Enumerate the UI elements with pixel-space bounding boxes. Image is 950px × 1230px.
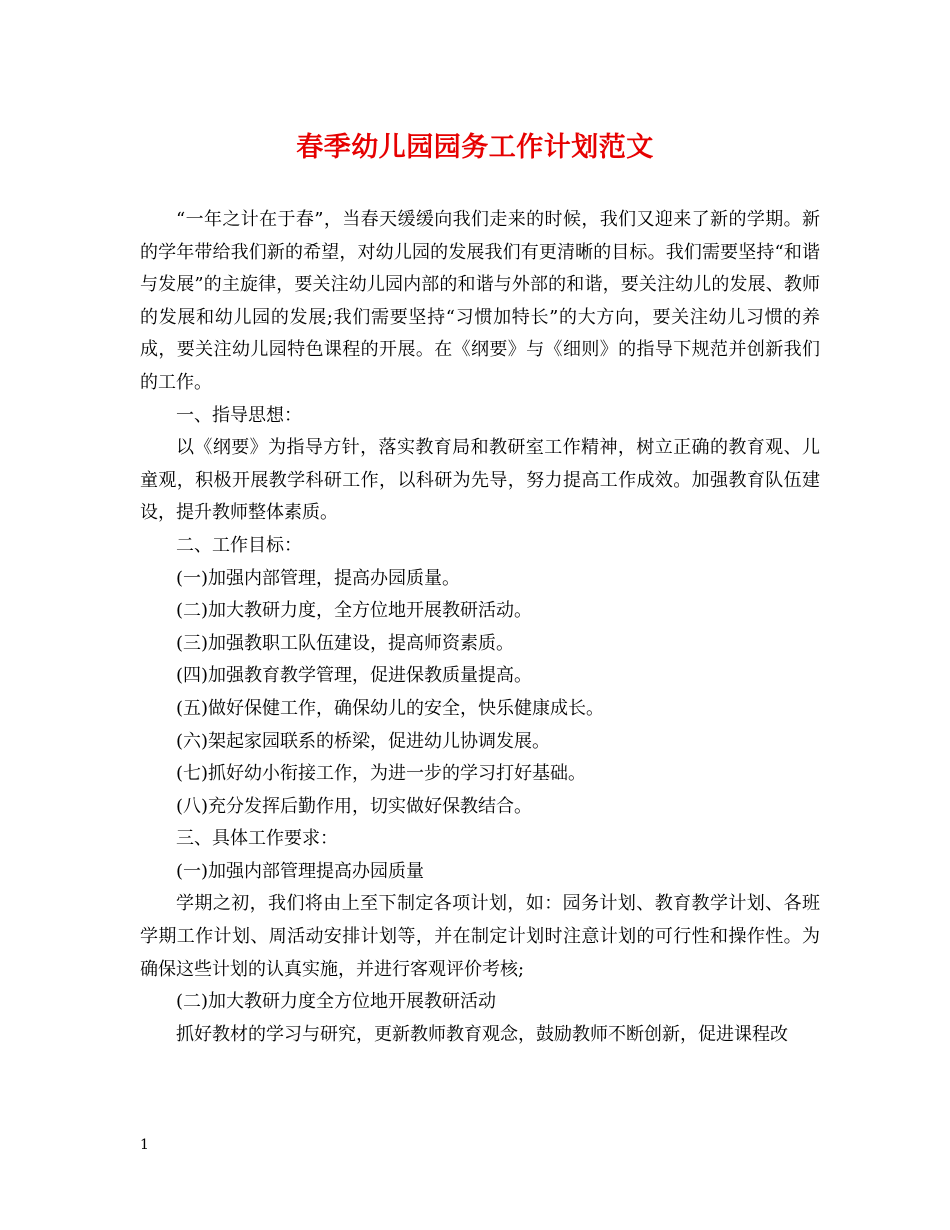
document-body bbox=[140, 204, 820, 1051]
subheading-internal-management: (一)加强内部管理提高办园质量 bbox=[176, 860, 425, 882]
paragraph-internal-management: 学期之初，我们将由上至下制定各项计划，如：园务计划、教育教学计划、各班学期工作计划、周活动安排计划等，并在制定计划时注意计划的可行性和操作性。为确保这些计划的认真实施，并进行客观评价考核; bbox=[140, 893, 820, 980]
goal-item-6: (六)架起家园联系的桥梁，促进幼儿协调发展。 bbox=[176, 730, 551, 752]
heading-guiding-ideology: 一、指导思想： bbox=[176, 404, 302, 426]
goal-item-5: (五)做好保健工作，确保幼儿的安全，快乐健康成长。 bbox=[176, 697, 605, 719]
heading-specific-requirements: 三、具体工作要求： bbox=[176, 828, 338, 850]
heading-work-goals: 二、工作目标： bbox=[176, 534, 302, 556]
goal-item-7: (七)抓好幼小衔接工作，为进一步的学习打好基础。 bbox=[176, 763, 587, 785]
subheading-teaching-research: (二)加大教研力度全方位地开展教研活动 bbox=[176, 991, 497, 1013]
paragraph-guiding-ideology: 以《纲要》为指导方针，落实教育局和教研室工作精神，树立正确的教育观、儿童观，积极开展教学科研工作，以科研为先导，努力提高工作成效。加强教育队伍建设，提升教师整体素质。 bbox=[140, 437, 820, 524]
goal-item-3: (三)加强教职工队伍建设，提高师资素质。 bbox=[176, 632, 515, 654]
goal-item-1: (一)加强内部管理，提高办园质量。 bbox=[176, 567, 461, 589]
page-title: 春季幼儿园园务工作计划范文 bbox=[296, 132, 654, 163]
goal-item-2: (二)加大教研力度，全方位地开展教研活动。 bbox=[176, 600, 533, 622]
goal-item-8: (八)充分发挥后勤作用，切实做好保教结合。 bbox=[176, 795, 533, 817]
goal-item-4: (四)加强教育教学管理，促进保教质量提高。 bbox=[176, 665, 533, 687]
paragraph-intro: “一年之计在于春”，当春天缓缓向我们走来的时候，我们又迎来了新的学期。新的学年带给我们新的希望，对幼儿园的发展我们有更清晰的目标。我们需要坚持“和谐与发展”的主旋律，要关注幼儿园内部的和谐与外部的和谐，要关注幼儿的发展、教师的发展和幼儿园的发展;我们需要坚持“习惯加特长”的大方向，要关注幼儿习惯的养成，要关注幼儿园特色课程的开展。在《纲要》与《细则》的指导下规范并创新我们的工作。 bbox=[140, 209, 820, 393]
page-number: 1 bbox=[140, 1137, 149, 1153]
paragraph-teaching-research: 抓好教材的学习与研究，更新教师教育观念，鼓励教师不断创新，促进课程改 bbox=[176, 1023, 788, 1045]
